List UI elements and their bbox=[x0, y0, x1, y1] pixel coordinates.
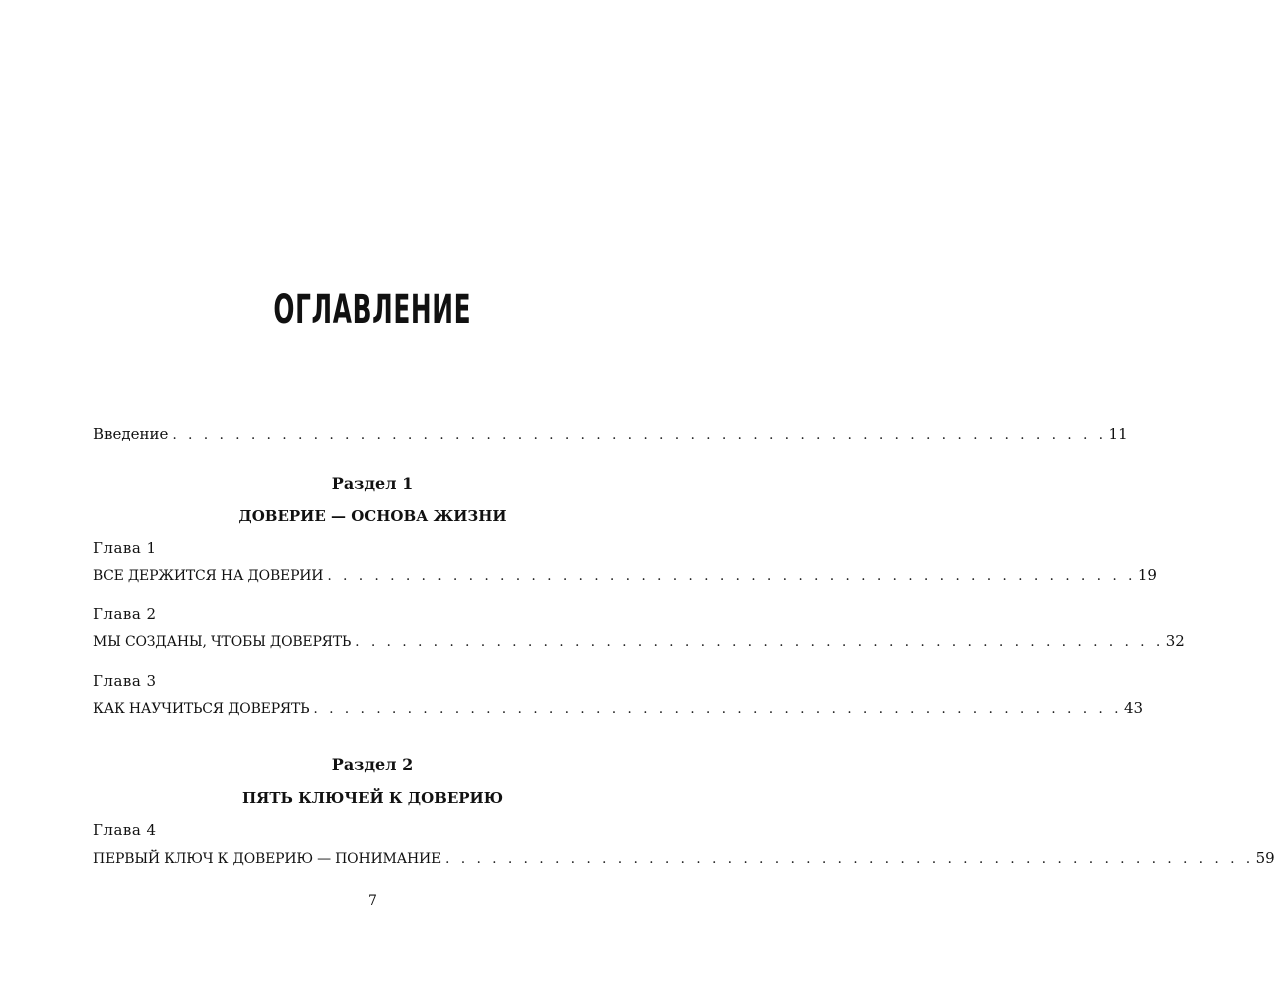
toc-page-number: 59 bbox=[1255, 849, 1275, 867]
leader-dots: . . . . . . . . . . . . . . . . . . . . . . . . . . . . . . . . . . . . . . . . . . . . . . . . . . . . bbox=[445, 851, 1254, 867]
section-heading: ПЯТЬ КЛЮЧЕЙ К ДОВЕРИЮ bbox=[241, 789, 504, 807]
leader-dots: . . . . . . . . . . . . . . . . . . . . . . . . . . . . . . . . . . . . . . . . . . . . . . . . . . . . bbox=[327, 568, 1136, 584]
toc-entry-title: МЫ СОЗДАНЫ, ЧТОБЫ ДОВЕРЯТЬ bbox=[93, 634, 352, 650]
chapter-label: Глава 4 bbox=[93, 821, 157, 839]
toc-entry-label: Введение bbox=[93, 425, 169, 443]
leader-dots: . . . . . . . . . . . . . . . . . . . . . . . . . . . . . . . . . . . . . . . . . . . . . . . . . . . . bbox=[313, 701, 1122, 717]
toc-entry-title: КАК НАУЧИТЬСЯ ДОВЕРЯТЬ bbox=[93, 701, 310, 717]
toc-entry-title: ПЕРВЫЙ КЛЮЧ К ДОВЕРИЮ — ПОНИМАНИЕ bbox=[93, 851, 442, 867]
chapter-label: Глава 2 bbox=[93, 605, 157, 623]
toc-entry-chapter-1[interactable] bbox=[93, 564, 1157, 587]
toc-page-number: 43 bbox=[1123, 699, 1144, 717]
toc-entry-chapter-2[interactable] bbox=[93, 630, 1185, 653]
section-label: Раздел 2 bbox=[331, 755, 414, 774]
page-title: ОГЛАВЛЕНИЕ bbox=[273, 287, 472, 333]
toc-entry-chapter-4[interactable] bbox=[93, 847, 1275, 870]
chapter-label: Глава 1 bbox=[93, 539, 157, 557]
leader-dots: . . . . . . . . . . . . . . . . . . . . . . . . . . . . . . . . . . . . . . . . . . . . . . . . . . . . . . . . . . . . bbox=[172, 427, 1107, 443]
toc-page-number: 11 bbox=[1108, 425, 1128, 443]
chapter-label: Глава 3 bbox=[93, 672, 157, 690]
toc-entry-title: ВСЕ ДЕРЖИТСЯ НА ДОВЕРИИ bbox=[93, 568, 324, 584]
page-number: 7 bbox=[368, 893, 377, 909]
leader-dots: . . . . . . . . . . . . . . . . . . . . . . . . . . . . . . . . . . . . . . . . . . . . . . . . . . . . bbox=[355, 634, 1164, 650]
toc-page-number: 19 bbox=[1137, 566, 1157, 584]
toc-page-number: 32 bbox=[1165, 632, 1185, 650]
section-heading: ДОВЕРИЕ — ОСНОВА ЖИЗНИ bbox=[238, 507, 507, 525]
section-label: Раздел 1 bbox=[331, 474, 414, 493]
toc-entry-chapter-3[interactable] bbox=[93, 697, 1144, 720]
toc-entry-intro[interactable] bbox=[93, 423, 1128, 446]
